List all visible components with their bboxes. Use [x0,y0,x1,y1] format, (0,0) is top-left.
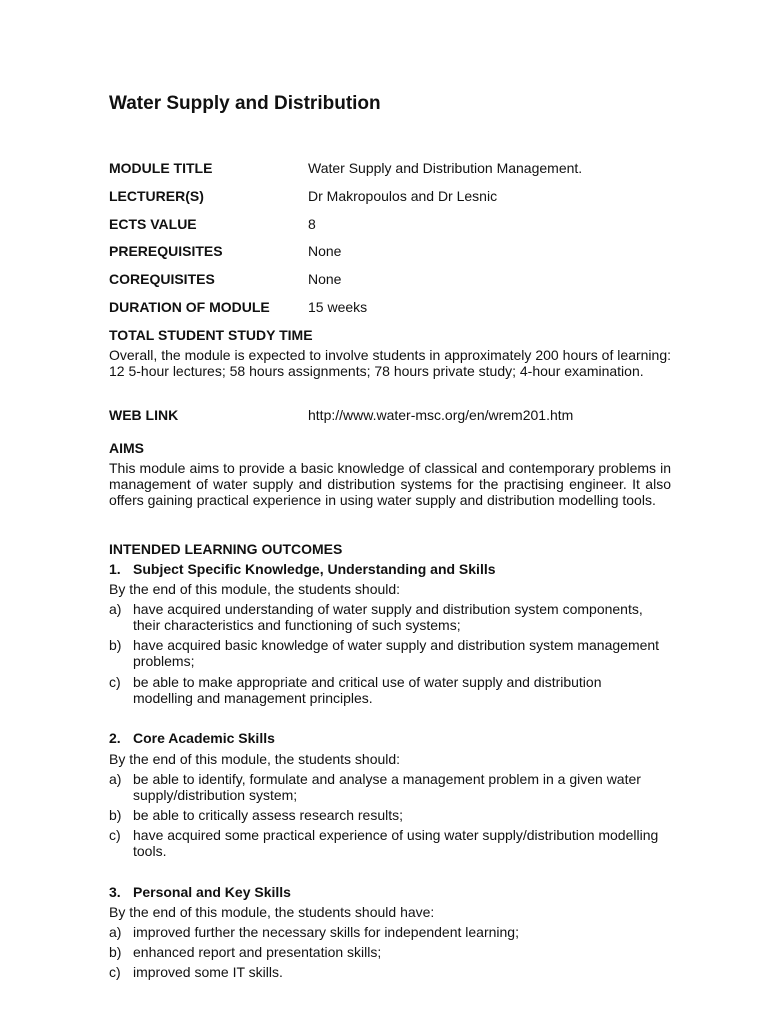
field-label: WEB LINK [109,407,179,423]
section-number: 1. [109,561,121,577]
list-item-line: be able to critically assess research results; [133,807,403,823]
list-item-line: improved some IT skills. [133,964,283,980]
field-module-title [109,160,671,176]
list-marker: b) [109,807,122,823]
list-marker: a) [109,601,122,617]
field-prerequisites [109,243,671,259]
section-3-heading [109,884,291,900]
section-number: 2. [109,730,121,746]
field-value: Dr Makropoulos and Dr Lesnic [308,188,498,204]
list-marker: c) [109,674,121,690]
page-title: Water Supply and Distribution [109,93,381,114]
section-1-intro: By the end of this module, the students should: [109,581,401,597]
list-item-line: have acquired understanding of water supply and distribution system components, [133,601,643,617]
section-title: Core Academic Skills [133,730,275,746]
field-value: None [308,271,342,287]
field-corequisites [109,271,671,287]
outcomes-heading: INTENDED LEARNING OUTCOMES [109,541,343,557]
list-item-line: be able to make appropriate and critical use of water supply and distribution [133,674,602,690]
field-duration [109,299,671,315]
list-marker: a) [109,924,122,940]
field-label: PREREQUISITES [109,243,223,259]
aims-heading: AIMS [109,440,144,456]
section-2-intro: By the end of this module, the students should: [109,751,401,767]
section-title: Personal and Key Skills [133,884,291,900]
list-item-line: tools. [133,843,167,859]
list-marker: b) [109,944,122,960]
list-item-line: problems; [133,653,195,669]
list-item-line: modelling and management principles. [133,690,373,706]
field-label: ECTS VALUE [109,216,197,232]
web-link[interactable]: http://www.water-msc.org/en/wrem201.htm [308,407,574,423]
list-marker: c) [109,827,121,843]
list-marker: a) [109,771,122,787]
list-item-line: their characteristics and functioning of such systems; [133,617,461,633]
aims-text: This module aims to provide a basic knowledge of classical and contemporary problems in management of water supply and distribution systems for the practising engineer. It also offers gaining practical experience in using water supply and distribution modelling tools. [109,460,671,508]
list-marker: b) [109,637,122,653]
section-1-heading [109,561,496,577]
field-label: MODULE TITLE [109,160,213,176]
section-title: Subject Specific Knowledge, Understanding and Skills [133,561,496,577]
field-value: 15 weeks [308,299,368,315]
list-item-line: enhanced report and presentation skills; [133,944,382,960]
list-item-line: have acquired basic knowledge of water supply and distribution system management [133,637,660,653]
section-3-intro: By the end of this module, the students should have: [109,904,435,920]
section-number: 3. [109,884,121,900]
field-value: Water Supply and Distribution Management. [308,160,583,176]
field-web-link [109,407,671,423]
field-value: 8 [308,216,316,232]
study-time-heading: TOTAL STUDENT STUDY TIME [109,327,313,343]
list-item-line: be able to identify, formulate and analyse a management problem in a given water [133,771,641,787]
section-2-heading [109,730,275,746]
field-ects-value [109,216,671,232]
field-label: LECTURER(S) [109,188,204,204]
study-time-text: Overall, the module is expected to involve students in approximately 200 hours of learning: 12 5-hour lectures; 58 hours assignments; 78 hours private study; 4-hour examination. [109,347,671,379]
list-item-line: supply/distribution system; [133,787,298,803]
field-lecturers [109,188,671,204]
list-marker: c) [109,964,121,980]
field-label: COREQUISITES [109,271,215,287]
field-label: DURATION OF MODULE [109,299,270,315]
list-item-line: improved further the necessary skills for independent learning; [133,924,519,940]
field-value: None [308,243,342,259]
list-item-line: have acquired some practical experience of using water supply/distribution modelling [133,827,659,843]
